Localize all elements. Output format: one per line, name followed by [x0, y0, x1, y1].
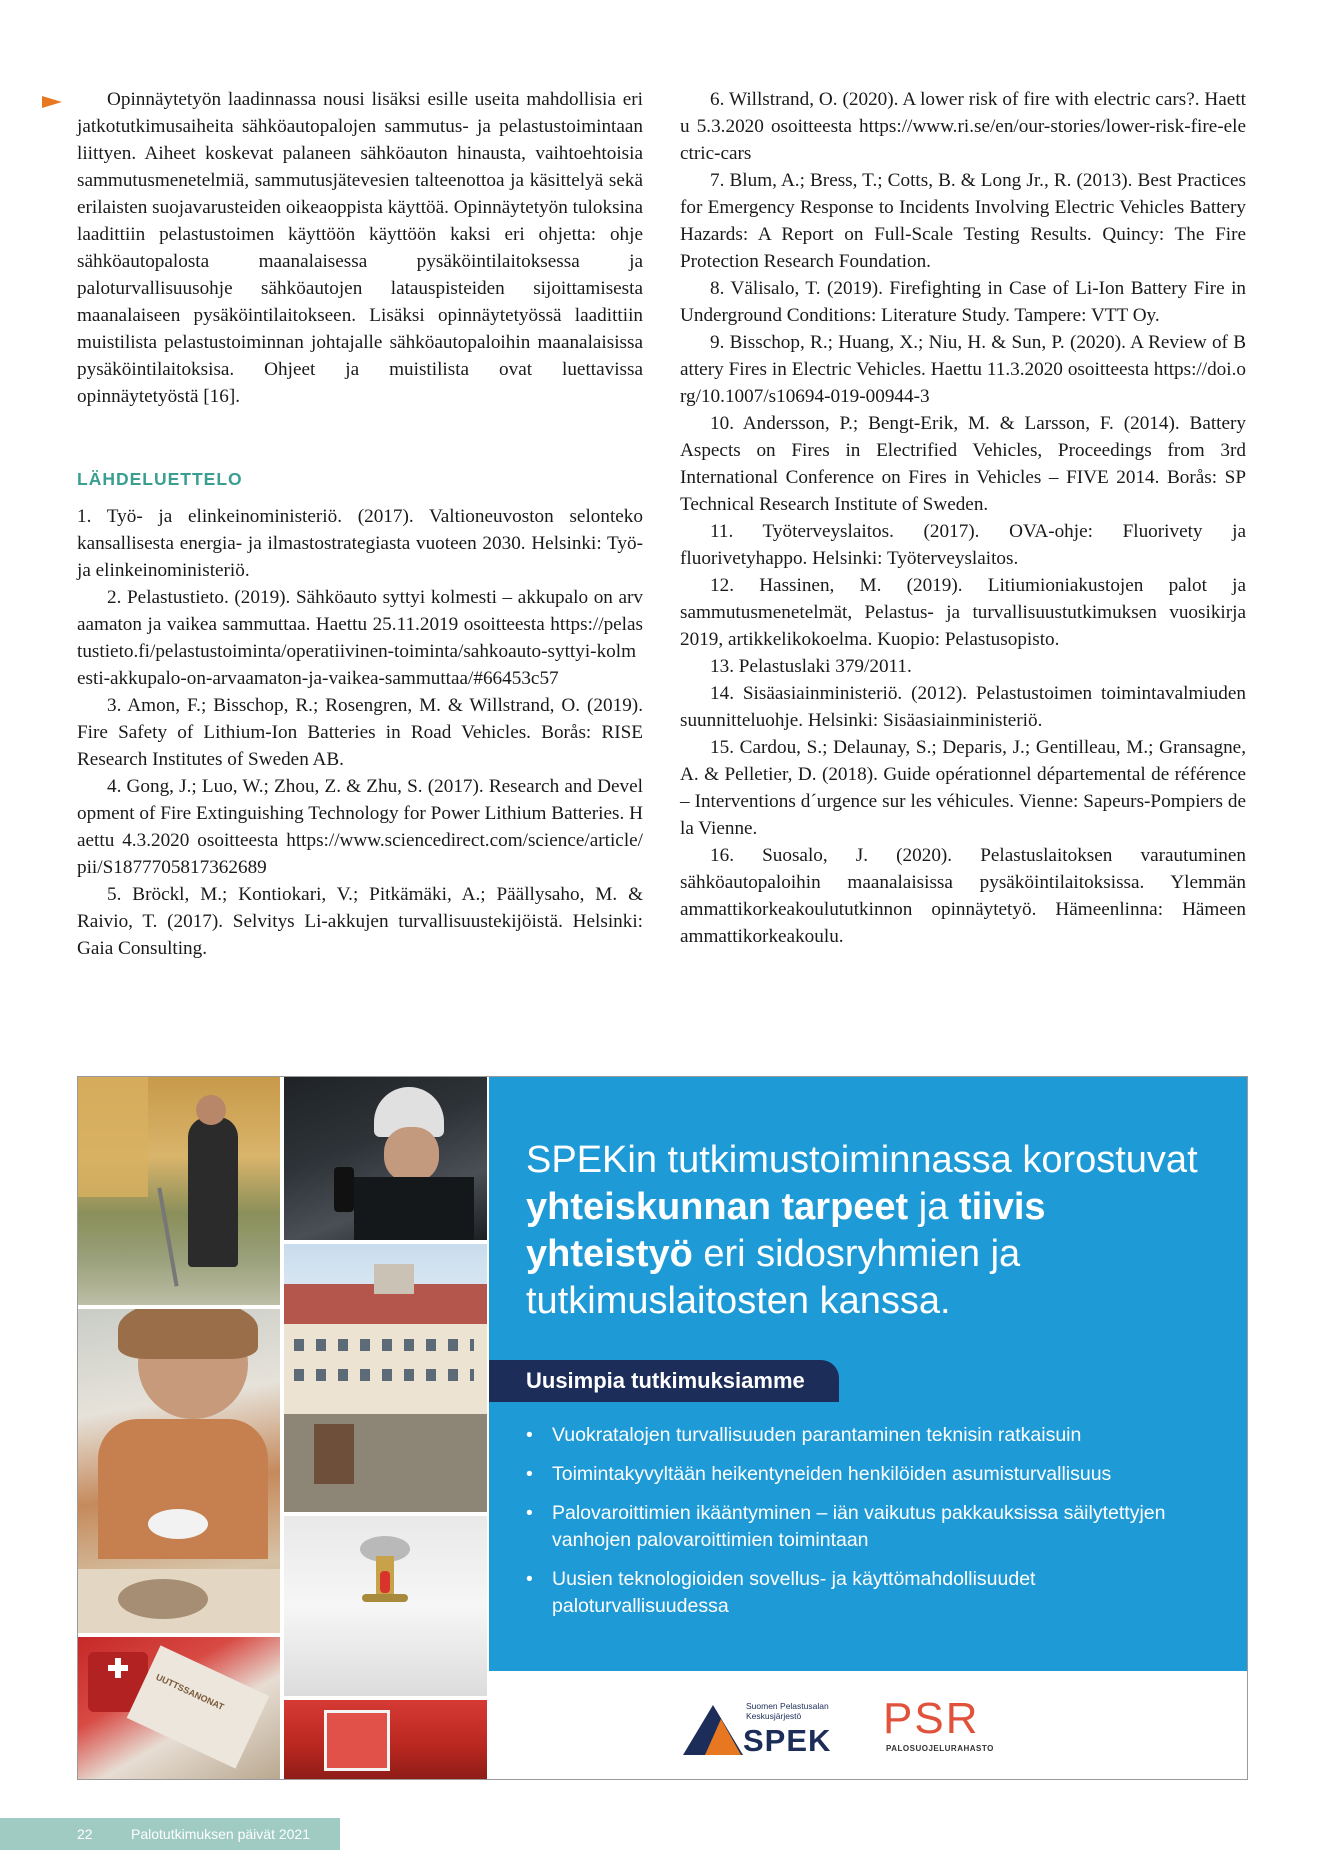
- research-list: [526, 1422, 1206, 1632]
- ad-subheading: Uusimpia tutkimuksiamme: [489, 1360, 839, 1402]
- reference-item: 3. Amon, F.; Bisschop, R.; Rosengren, M. & Willstrand, O. (2019). Fire Safety of Lithium-Ion Batteries in Road Vehicles. Borås: RISE Research Institutes of Sweden AB.: [77, 695, 643, 770]
- photo-town-buildings: [284, 1244, 487, 1512]
- reference-item: 13. Pelastuslaki 379/2011.: [710, 656, 912, 677]
- spek-wordmark: SPEK: [743, 1723, 832, 1758]
- headline-bold: tiivis yhteistyö: [526, 1186, 1046, 1275]
- reference-item: 16. Suosalo, J. (2020). Pelastuslaitoksen varautuminen sähköautopaloihin maanalaisissa pysäköintilaitoksissa. Ylemmän ammattikorkeakoulututkinnon opinnäytetyö. Hämeenlinna: Hämeen ammattikorkeakoulu.: [680, 845, 1246, 947]
- reference-item: 6. Willstrand, O. (2020). A lower risk of fire with electric cars?. Haettu 5.3.2020 osoitteesta https://www.ri.se/en/our-stories/lower-risk-fire-electric-cars: [680, 89, 1246, 164]
- psr-tagline: PALOSUOJELURAHASTO: [886, 1744, 994, 1753]
- photo-firefighter-radio: [284, 1077, 487, 1240]
- section-arrow-marker: [42, 96, 62, 108]
- research-list-item: [526, 1461, 1206, 1488]
- research-list-item: [526, 1500, 1206, 1554]
- headline-text: SPEKin tutkimustoiminnassa korostuvat: [526, 1139, 1198, 1181]
- research-list-item: [526, 1566, 1206, 1620]
- spek-tagline: Suomen Pelastusalan Keskusjärjestö: [746, 1701, 829, 1721]
- research-list-item-label: Toimintakyvyltään heikentyneiden henkilöiden asumisturvallisuus: [552, 1463, 1112, 1485]
- photo-red-fire-alarm: [284, 1700, 487, 1779]
- bullet-icon: •: [526, 1502, 533, 1524]
- research-list-item: [526, 1422, 1206, 1449]
- reference-item: 1. Työ- ja elinkeinoministeriö. (2017). Valtioneuvoston selonteko kansallisesta energia- ja ilmastostrategiasta vuoteen 2030. Helsinki: Työ- ja elinkeinoministeriö.: [77, 506, 643, 581]
- publication-name: Palotutkimuksen päivät 2021: [131, 1826, 310, 1842]
- left-text-column: [77, 86, 643, 962]
- reference-item: 10. Andersson, P.; Bengt-Erik, M. & Larsson, F. (2014). Battery Aspects on Fires in Electrified Vehicles, Proceedings from 3rd International Conference on Fires in Vehicles – FIVE 2014. Borås: SP Technical Research Institute of Sweden.: [680, 413, 1246, 515]
- spek-advertisement: [77, 1076, 1248, 1780]
- page-number: 22: [77, 1826, 93, 1842]
- research-list-item-label: Uusien teknologioiden sovellus- ja käyttömahdollisuudet paloturvallisuudessa: [552, 1568, 1036, 1617]
- photo-ceiling-sprinkler: [284, 1516, 487, 1696]
- reference-item: 9. Bisschop, R.; Huang, X.; Niu, H. & Sun, P. (2020). A Review of Battery Fires in Electric Vehicles. Haettu 11.3.2020 osoitteesta https://doi.org/10.1007/s10694-019-00944-3: [680, 332, 1246, 407]
- photo-first-aid-kit: [78, 1637, 280, 1779]
- bullet-icon: •: [526, 1568, 533, 1590]
- reference-item: 15. Cardou, S.; Delaunay, S.; Deparis, J.; Gentilleau, M.; Gransagne, A. & Pelletier, D. (2018). Guide opérationnel départemental de référence – Interventions d´urgence sur les véhicules. Vienne: Sapeurs-Pompiers de la Vienne.: [680, 737, 1246, 839]
- reference-item: 5. Bröckl, M.; Kontiokari, V.; Pitkämäki, A.; Päällysaho, M. & Raivio, T. (2017). Selvitys Li-akkujen turvallisuustekijöistä. Helsinki: Gaia Consulting.: [77, 884, 643, 959]
- bullet-icon: •: [526, 1424, 533, 1446]
- research-list-item-label: Palovaroittimien ikääntyminen – iän vaikutus pakkauksissa säilytettyjen vanhojen palovaroittimien toimintaan: [552, 1502, 1166, 1551]
- bullet-icon: •: [526, 1463, 533, 1485]
- references-heading: LÄHDELUETTELO: [77, 469, 243, 489]
- reference-item: 7. Blum, A.; Bress, T.; Cotts, B. & Long Jr., R. (2013). Best Practices for Emergency Response to Incidents Involving Electric Vehicles Battery Hazards: A Report on Full-Scale Testing Results. Quincy: The Fire Protection Research Foundation.: [680, 170, 1246, 272]
- reference-item: 8. Välisalo, T. (2019). Firefighting in Case of Li-Ion Battery Fire in Underground Conditions: Literature Study. Tampere: VTT Oy.: [680, 278, 1246, 326]
- right-text-column: [680, 86, 1246, 950]
- first-aid-box-label: UUTTSSANONAT: [154, 1671, 226, 1713]
- headline-text: ja: [908, 1186, 959, 1228]
- photo-elderly-man-walking: [78, 1077, 280, 1305]
- photo-woman-smoke-alarm: [78, 1309, 280, 1633]
- reference-item: 11. Työterveyslaitos. (2017). OVA-ohje: Fluorivety ja fluorivetyhappo. Helsinki: Työterveyslaitos.: [680, 521, 1246, 569]
- intro-paragraph: Opinnäytetyön laadinnassa nousi lisäksi esille useita mahdollisia eri jatkotutkimusaiheita sähköautopalojen sammutus- ja pelastustoimintaan liittyen. Aiheet koskevat palaneen sähköauton hinausta, vaihtoehtoisia sammutusmenetelmiä, sammutusjätevesien talteenottoa ja käsittelyä sekä erilaisten suojavarusteiden oikeaoppista käyttöä. Opinnäytetyön tuloksina laadittiin pelastustoimen käyttöön käyttöön kaksi eri ohjetta: ohje sähköautopalosta maanalaisessa pysäköintilaitoksessa ja paloturvallisuusohje sähköautojen latauspisteiden sijoittamisesta maanalaiseen pysäköintilaitokseen. Lisäksi opinnäytetyössä laadittiin muistilista pelastustoiminnan johtajalle sähköautopaloihin maanalaisissa pysäköintilaitoksisa. Ohjeet ja muistilista ovat luettavissa opinnäytetyöstä [16].: [77, 89, 643, 407]
- headline-bold: yhteiskunnan tarpeet: [526, 1186, 909, 1228]
- reference-item: 2. Pelastustieto. (2019). Sähköauto syttyi kolmesti – akkupalo on arvaamaton ja vaikea sammuttaa. Haettu 25.11.2019 osoitteesta https://pelastustieto.fi/pelastustoiminta/operatiivinen-toiminta/sahkoauto-syttyi-kolmesti-akkupalo-on-arvaamaton-ja-vaikea-sammuttaa/#66453c57: [77, 587, 643, 689]
- reference-item: 12. Hassinen, M. (2019). Litiumioniakustojen palot ja sammutusmenetelmät, Pelastus- ja turvallisuustutkimuksen vuosikirja 2019, artikkelikokoelma. Kuopio: Pelastusopisto.: [680, 575, 1246, 650]
- page-footer: [0, 1818, 340, 1850]
- reference-item: 4. Gong, J.; Luo, W.; Zhou, Z. & Zhu, S. (2017). Research and Development of Fire Extinguishing Technology for Power Lithium Batteries. Haettu 4.3.2020 osoitteesta https://www.sciencedirect.com/science/article/pii/S1877705817362689: [77, 776, 643, 878]
- headline-text: eri sidosryhmien ja tutkimuslaitosten kanssa.: [526, 1233, 1021, 1322]
- psr-logo: PSR: [883, 1694, 980, 1743]
- research-list-item-label: Vuokratalojen turvallisuuden parantaminen teknisin ratkaisuin: [552, 1424, 1082, 1446]
- reference-item: 14. Sisäasiainministeriö. (2012). Pelastustoimen toimintavalmiuden suunnitteluohje. Helsinki: Sisäasiainministeriö.: [680, 683, 1246, 731]
- ad-headline: [526, 1137, 1206, 1325]
